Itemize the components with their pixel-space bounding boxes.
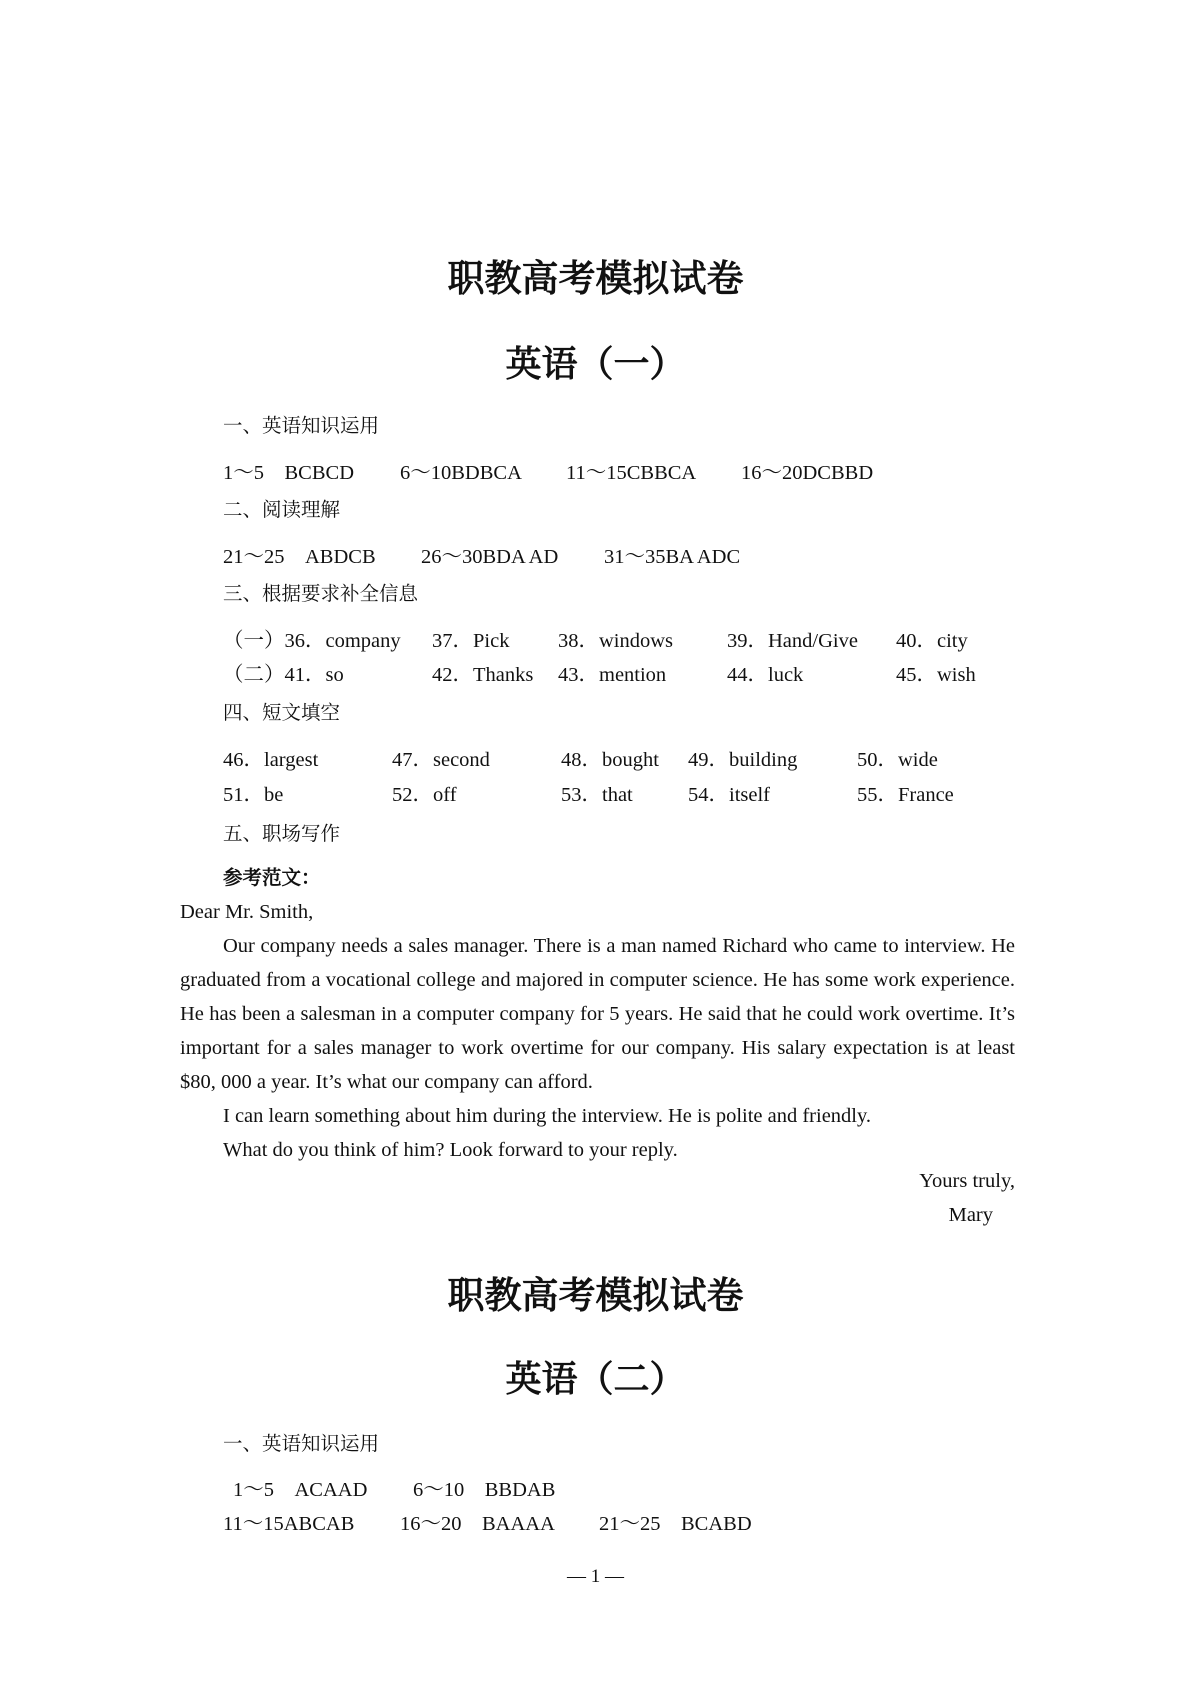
paper1-section2-heading: 二、阅读理解 [223,498,341,521]
answer-item: 39．Hand/Give [727,630,858,652]
paper1-section5-heading: 五、职场写作 [223,822,341,845]
answer-group: 26～30BDA AD [421,546,559,568]
paper1-title: 职教高考模拟试卷 [447,256,744,300]
page-number: — 1 — [567,1566,624,1587]
answer-group: 31～35BA ADC [604,546,741,568]
answer-group: 21～25 BCABD [599,1513,752,1535]
answer-item: 45．wish [896,664,976,686]
paper1-section1-heading: 一、英语知识运用 [223,414,380,437]
answer-item: 50．wide [857,749,938,771]
paper2-title: 职教高考模拟试卷 [447,1273,744,1317]
letter-signature: Mary [948,1204,993,1226]
answer-item: 54．itself [688,784,770,806]
paper1-section4-heading: 四、短文填空 [223,701,341,724]
paper2-section1-heading: 一、英语知识运用 [223,1432,380,1455]
paper1-subtitle: 英语（一） [505,343,686,385]
answer-item: 53．that [561,784,633,806]
letter-closing: Yours truly, [919,1170,1015,1192]
answer-item: 47．second [392,749,490,771]
answer-item: （二）41．so [223,664,344,686]
answer-item: 51．be [223,784,284,806]
answer-item: 40．city [896,630,968,652]
letter-paragraph: What do you think of him? Look forward to your reply. [223,1139,678,1161]
answer-item: 43．mention [558,664,667,686]
answer-group: 16～20 BAAAA [400,1513,555,1535]
answer-item: 44．luck [727,664,804,686]
answer-group: 1～5 ACAAD [233,1479,368,1501]
letter-paragraph: Our company needs a sales manager. There is a man named Richard who came to interview. He graduated from a vocational college and majored in computer science. He has some work experience. He has been a salesman in a computer company for 5 years. He said that he could work overtime. It’s important for a sales manager to work overtime for our company. His salary expectation is at least $80, 000 a year. It’s what our company can afford. [180,935,1015,1093]
answer-item: 38．windows [558,630,674,652]
sample-letter [180,895,1015,1167]
answer-group: 6～10BDBCA [400,462,522,484]
answer-item: 48．bought [561,749,659,771]
answer-group: 6～10 BBDAB [413,1479,556,1501]
answer-item: 46．largest [223,749,319,771]
answer-group: 21～25 ABDCB [223,546,376,568]
answer-item: 55．France [857,784,954,806]
answer-group: 11～15CBBCA [566,462,697,484]
sample-essay-label: 参考范文： [223,866,321,889]
letter-salutation: Dear Mr. Smith, [180,901,314,923]
answer-group: 16～20DCBBD [741,462,874,484]
paper1-section3-heading: 三、根据要求补全信息 [223,582,419,605]
answer-item: 42．Thanks [432,664,534,686]
letter-paragraph: I can learn something about him during the interview. He is polite and friendly. [223,1105,872,1127]
answer-item: 52．off [392,784,457,806]
answer-item: 37．Pick [432,630,510,652]
paper2-subtitle: 英语（二） [505,1358,686,1400]
answer-item: 49．building [688,749,798,771]
answer-item: （一）36．company [223,630,401,652]
answer-group: 11～15ABCAB [223,1513,355,1535]
answer-group: 1～5 BCBCD [223,462,354,484]
